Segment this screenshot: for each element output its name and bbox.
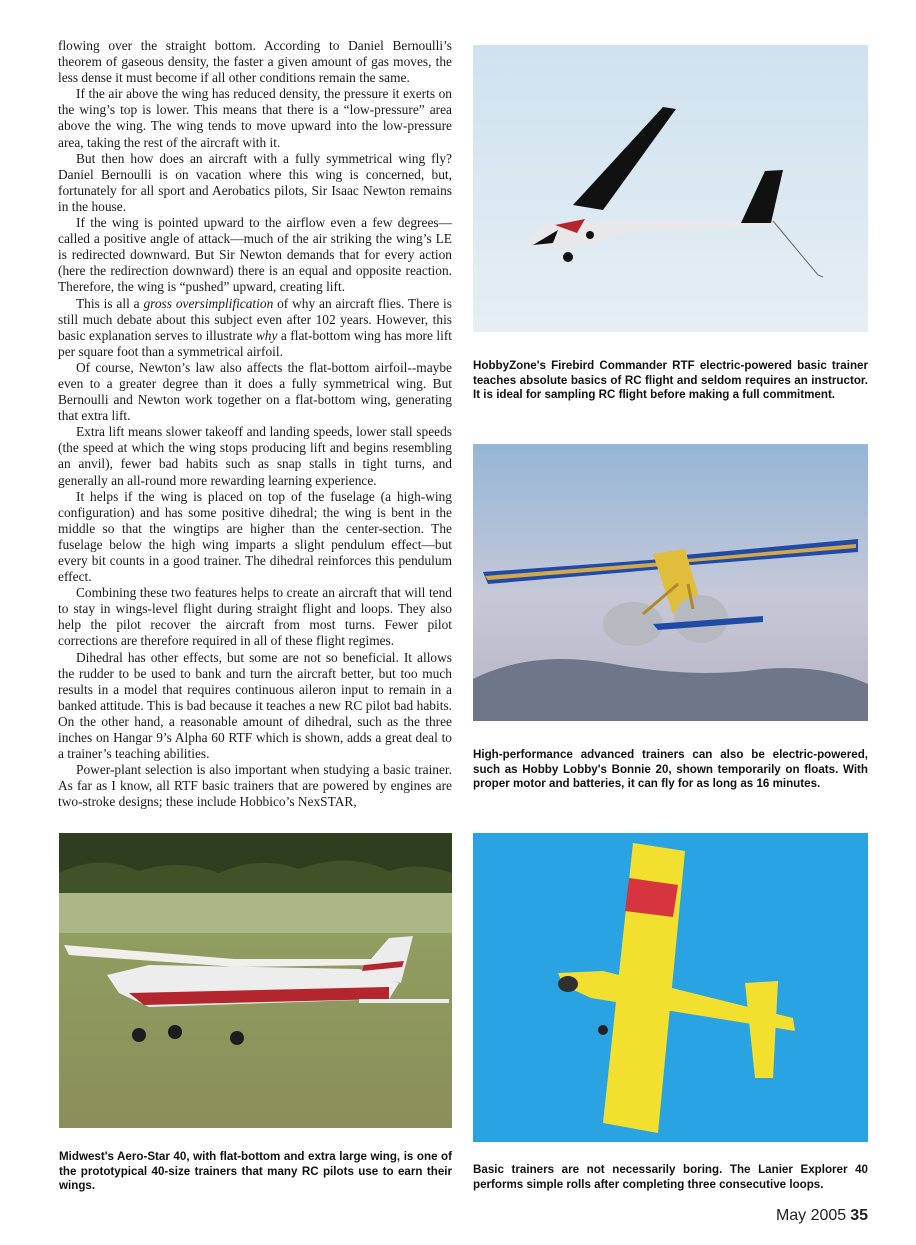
text-run: a flat-bottom wing has more lift per square foot than a symmetrical airfoil.	[58, 327, 452, 359]
aerostar-photo	[59, 833, 452, 1128]
emphasis: gross oversimplification	[143, 295, 274, 311]
paragraph: flowing over the straight bottom. According to Daniel Bernoulli’s theorem of gaseous density, the faster a given amount of gas moves, the less dense it must become if all other conditions remain the same.	[58, 38, 452, 86]
caption-firebird: HobbyZone's Firebird Commander RTF electric-powered basic trainer teaches absolute basics of RC flight and seldom requires an instructor. It is ideal for sampling RC flight before making a full commitment.	[473, 359, 868, 402]
paragraph: Of course, Newton’s law also affects the flat-bottom airfoil--maybe even to a greater degree than it does a fully symmetrical wing. But Bernoulli and Newton work together on a flat-bottom wing, generating that extra lift.	[58, 359, 452, 424]
paragraph: Combining these two features helps to create an aircraft that will tend to stay in wings-level flight during straight flight and loops. They also help the pilot recover the aircraft from most turns. Fewer pilot corrections are therefore required in all of these flight regimes.	[58, 585, 452, 649]
text-run: of why an aircraft flies. There is still much debate about this subject even after 102 years. However, this basic explanation serves to illustrate	[58, 295, 452, 343]
paragraph: It helps if the wing is placed on top of the fuselage (a high-wing configuration) and has some positive dihedral; the wing is bent in the middle so that the wingtips are higher than the center-section. The fuselage below the high wing imparts a slight pendulum effect—but every bit counts in a good trainer. The dihedral reinforces this pendulum effect.	[58, 488, 452, 585]
caption-explorer: Basic trainers are not necessarily boring. The Lanier Explorer 40 performs simple rolls after completing three consecutive loops.	[473, 1163, 868, 1191]
paragraph: But then how does an aircraft with a fully symmetrical wing fly? Daniel Bernoulli is on vacation where this wing is concerned, but, fortunately for all sport and Aerobatics pilots, Sir Isaac Newton remains in the house.	[58, 150, 452, 214]
page-footer	[776, 1207, 868, 1225]
caption-aerostar: Midwest's Aero-Star 40, with flat-bottom and extra large wing, is one of the prototypical 40-size trainers that many RC pilots use to earn their wings.	[59, 1150, 452, 1193]
paragraph	[58, 296, 452, 360]
paragraph: Extra lift means slower takeoff and landing speeds, lower stall speeds (the speed at which the wing stops producing lift and begins resembling an anvil), fewer bad habits such as snap stalls in tight turns, and generally an all-round more rewarding learning experience.	[58, 424, 452, 488]
explorer-photo	[473, 833, 868, 1142]
page-number: 35	[850, 1207, 868, 1224]
issue-date: May 2005	[775, 1207, 847, 1224]
paragraph: Dihedral has other effects, but some are not so beneficial. It allows the rudder to be used to bank and turn the aircraft better, but too much results in a model that requires continuous aileron input to remain in a banked attitude. This is bad because it teaches a new RC pilot bad habits. On the other hand, a reasonable amount of dihedral, such as the three inches on Hangar 9’s Alpha 60 RTF which is shown, adds a great deal to a trainer’s teaching abilities.	[58, 649, 452, 762]
emphasis: why	[255, 327, 278, 343]
caption-bonnie: High-performance advanced trainers can also be electric-powered, such as Hobby Lobby's Bonnie 20, shown temporarily on floats. With proper motor and batteries, it can fly for as long as 16 minutes.	[473, 748, 868, 791]
paragraph: Power-plant selection is also important when studying a basic trainer. As far as I know, all RTF basic trainers that are powered by engines are two-stroke designs; these include Hobbico’s NexSTAR,	[58, 762, 452, 810]
bonnie-photo	[473, 444, 868, 721]
paragraph: If the wing is pointed upward to the airflow even a few degrees—called a positive angle of attack—much of the air striking the wing’s LE is redirected downward. But Sir Newton demands that for every action (here the redirection downward) there is an equal and opposite reaction. Therefore, the wing is “pushed” upward, creating lift.	[58, 215, 452, 295]
paragraph: If the air above the wing has reduced density, the pressure it exerts on the wing’s top is lower. This means that there is a “low-pressure” area above the wing. The wing tends to move upward into the low-pressure area, taking the rest of the aircraft with it.	[58, 86, 452, 150]
text-run: This is all a	[76, 295, 144, 311]
article-body	[58, 38, 452, 811]
firebird-photo	[473, 45, 868, 332]
